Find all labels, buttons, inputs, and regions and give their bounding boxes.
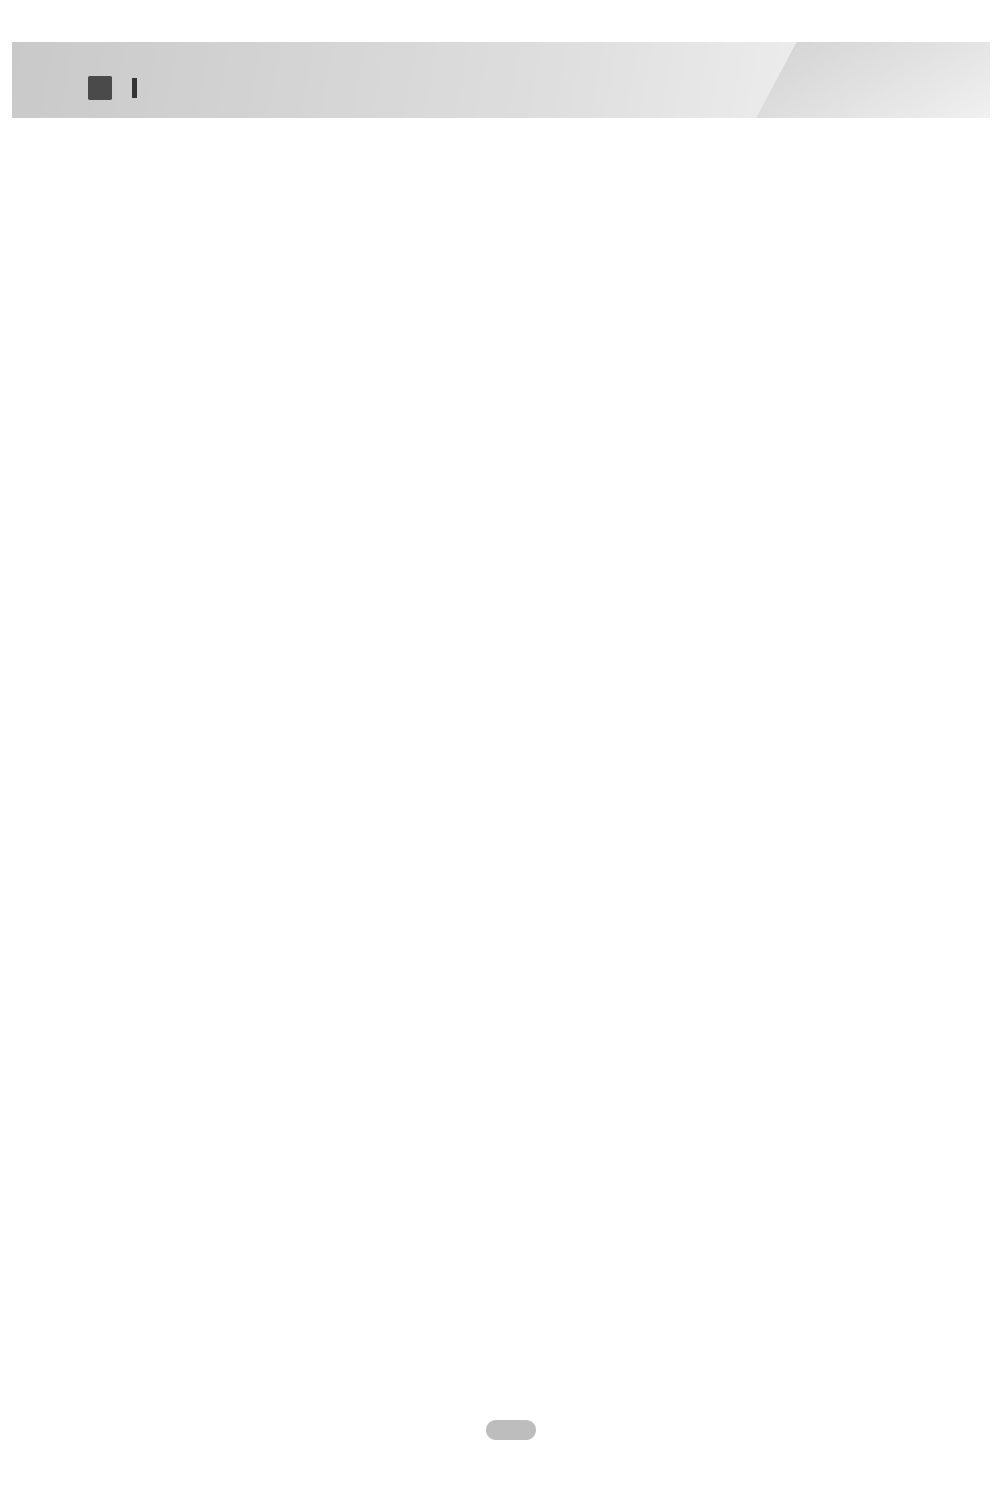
header-separator bbox=[132, 78, 137, 98]
header-title bbox=[88, 76, 153, 100]
temperature-chart-svg bbox=[108, 158, 928, 348]
header-decoration bbox=[738, 42, 990, 118]
answer-content bbox=[108, 152, 928, 598]
temperature-chart bbox=[108, 158, 928, 348]
precipitation-chart bbox=[108, 356, 928, 596]
precipitation-chart-svg bbox=[108, 356, 928, 596]
page-number bbox=[486, 1420, 536, 1440]
page-header bbox=[12, 42, 990, 118]
level-badge bbox=[88, 76, 112, 100]
